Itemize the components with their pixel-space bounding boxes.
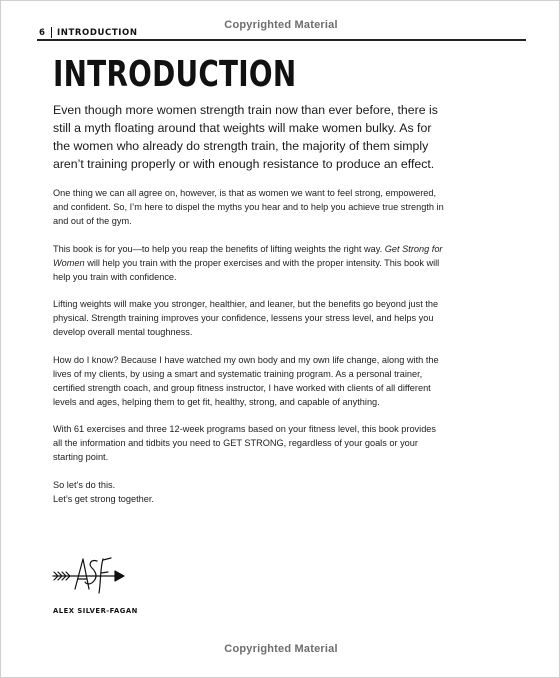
copyright-notice-bottom: Copyrighted Material [224,643,338,655]
closing-line-2: Let’s get strong together. [53,493,154,504]
paragraph-4: How do I know? Because I have watched my own body and my own life change, along with the lives of my clients, by using a smart and systematic training program. As a personal trainer, certified strength coach, and group fitness instructor, I have worked with clients of all different levels and ages, helping them to get fit, healthy, strong, and capable of anything. [53,354,439,407]
chapter-title: INTRODUCTION [53,54,297,95]
lead-paragraph: Even though more women strength train now than ever before, there is still a myth floating around that weights will make women bulky. As for the women who already do strength train, the majority of them simply aren’t training properly or with enough resistance to produce an effect. [53,103,438,171]
paragraph-5: With 61 exercises and three 12-week programs based on your fitness level, this book provides all the information and tidbits you need to GET STRONG, regardless of your goals or your starting point. [53,424,437,463]
running-head [39,27,138,38]
paragraph-1: One thing we can all agree on, however, is that as women we want to feel strong, empowered, and confident. So, I’m here to dispel the myths you hear and to help you achieve true strength in and out of the gym. [53,188,444,226]
arrow-monogram-signature-icon [51,549,131,599]
page-number: 6 [39,27,46,38]
copyright-notice-top: Copyrighted Material [224,19,338,31]
closing-paragraph [53,478,445,506]
running-head-section: INTRODUCTION [57,27,138,38]
header-rule [37,39,526,41]
paragraph-2 [53,242,445,284]
paragraph-3: Lifting weights will make you stronger, healthier, and leaner, but the benefits go beyond just the physical. Strength training improves your confidence, lessens your stress level, and helps you develop overall mental toughness. [53,299,439,338]
running-head-divider [51,27,53,38]
author-name: ALEX SILVER-FAGAN [53,607,138,615]
body-text [53,186,445,506]
paragraph-2-start: This book is for you—to help you reap the benefits of lifting weights the right way. [53,243,385,254]
paragraph-2-end: will help you train with the proper exercises and with the proper intensity. This book will help you train with confidence. [53,257,440,282]
book-title-reference: Get Strong for Women [53,243,443,268]
closing-line-1: So let’s do this. [53,479,116,490]
